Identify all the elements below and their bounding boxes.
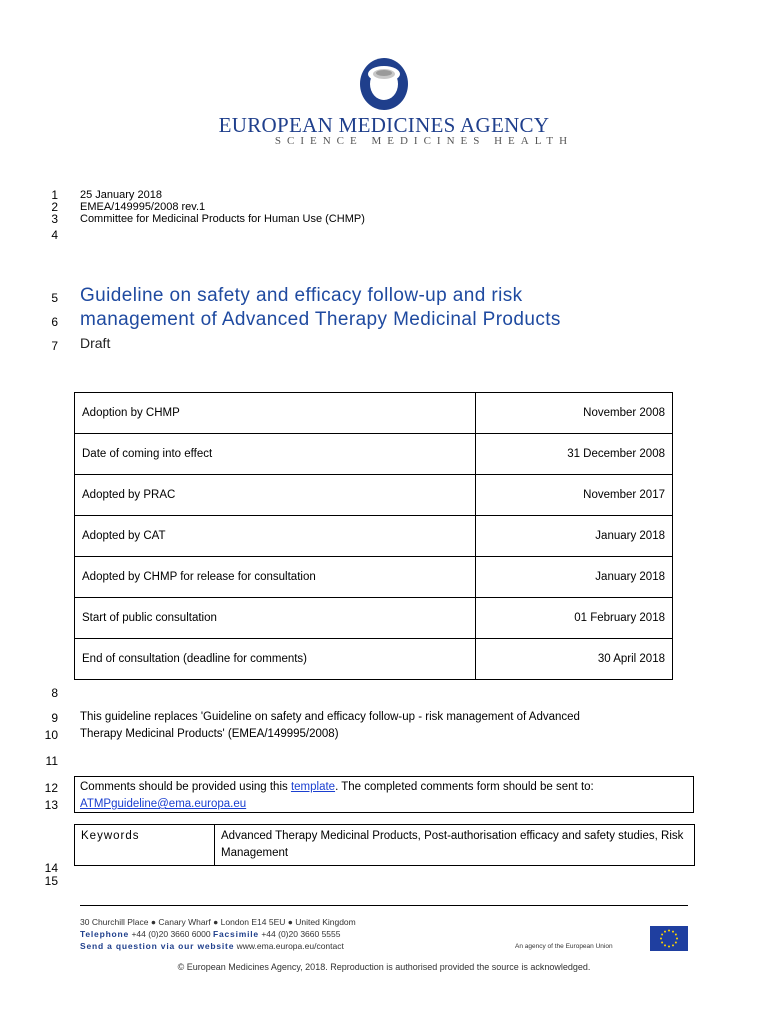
keywords-label: Keywords [75,825,215,866]
table-row [75,557,673,598]
footer-address: 30 Churchill Place ● Canary Wharf ● London E14 5EU ● United Kingdom [80,917,356,927]
footer-phone-fax [80,929,341,939]
table-row [75,475,673,516]
table-cell-value: November 2008 [476,393,673,434]
table-cell-value: November 2017 [476,475,673,516]
table-row [75,598,673,639]
table-row [75,434,673,475]
agency-name: EUROPEAN MEDICINES AGENCY [218,113,550,137]
replacement-note-line-2: Therapy Medicinal Products' (EMEA/149995/2008) [80,728,339,740]
table-row [75,639,673,680]
table-cell-value: January 2018 [476,557,673,598]
template-link[interactable]: template [290,781,336,793]
eu-flag-icon [650,926,688,951]
comments-text-pre: Comments should be provided using this [80,781,291,793]
eu-agency-note: An agency of the European Union [515,943,613,950]
line-number: 4 [51,228,58,242]
line-number: 1 [51,188,58,202]
line-number: 14 [44,861,58,875]
line-number: 8 [51,686,58,700]
table-row [75,825,695,866]
line-number: 11 [45,754,58,768]
adoption-dates-table [74,392,673,680]
table-cell-label: Adoption by CHMP [75,393,476,434]
draft-label: Draft [80,335,111,351]
line-number: 6 [51,315,58,329]
table-cell-label: Start of public consultation [75,598,476,639]
fax-label: Facsimile [213,929,259,939]
table-cell-value: January 2018 [476,516,673,557]
website-label: Send a question via our website [80,941,235,951]
line-number: 15 [44,874,58,888]
website-link[interactable]: www.ema.europa.eu/contact [236,941,344,951]
line-number: 13 [44,798,58,812]
table-row [75,516,673,557]
email-link[interactable]: ATMPguideline@ema.europa.eu [80,798,247,810]
line-number: 5 [51,291,58,305]
table-cell-label: Adopted by PRAC [75,475,476,516]
line-number: 3 [51,212,58,226]
copyright-notice: © European Medicines Agency, 2018. Reproduction is authorised provided the source is acknowledged. [177,962,591,972]
line-number: 7 [51,339,58,353]
replacement-note-line-1: This guideline replaces 'Guideline on safety and efficacy follow-up - risk management of Advanced [80,711,580,723]
document-date: 25 January 2018 [80,189,162,201]
table-cell-value: 01 February 2018 [476,598,673,639]
telephone-number: +44 (0)20 3660 6000 [131,929,211,939]
comments-text-post: . The completed comments form should be sent to: [335,781,594,793]
table-cell-value: 31 December 2008 [476,434,673,475]
table-row [75,393,673,434]
line-number: 10 [44,728,58,742]
table-cell-label: End of consultation (deadline for comments) [75,639,476,680]
keywords-table [74,824,695,866]
ema-logo-icon [352,54,416,114]
document-title-line-2: management of Advanced Therapy Medicinal Products [80,309,561,330]
table-cell-label: Adopted by CHMP for release for consultation [75,557,476,598]
line-number: 9 [51,711,58,725]
comments-instruction [80,781,594,793]
committee-name: Committee for Medicinal Products for Human Use (CHMP) [80,213,365,225]
telephone-label: Telephone [80,929,130,939]
table-cell-label: Date of coming into effect [75,434,476,475]
footer-website [80,941,344,951]
line-number: 2 [51,200,58,214]
document-reference: EMEA/149995/2008 rev.1 [80,201,206,213]
document-title-line-1: Guideline on safety and efficacy follow-up and risk [80,285,523,306]
line-number: 12 [44,781,58,795]
footer-divider [80,905,688,906]
table-cell-label: Adopted by CAT [75,516,476,557]
agency-tagline: SCIENCE MEDICINES HEALTH [274,135,574,147]
table-cell-value: 30 April 2018 [476,639,673,680]
fax-number: +44 (0)20 3660 5555 [261,929,341,939]
keywords-value: Advanced Therapy Medicinal Products, Post-authorisation efficacy and safety studies, Risk Management [215,825,695,866]
